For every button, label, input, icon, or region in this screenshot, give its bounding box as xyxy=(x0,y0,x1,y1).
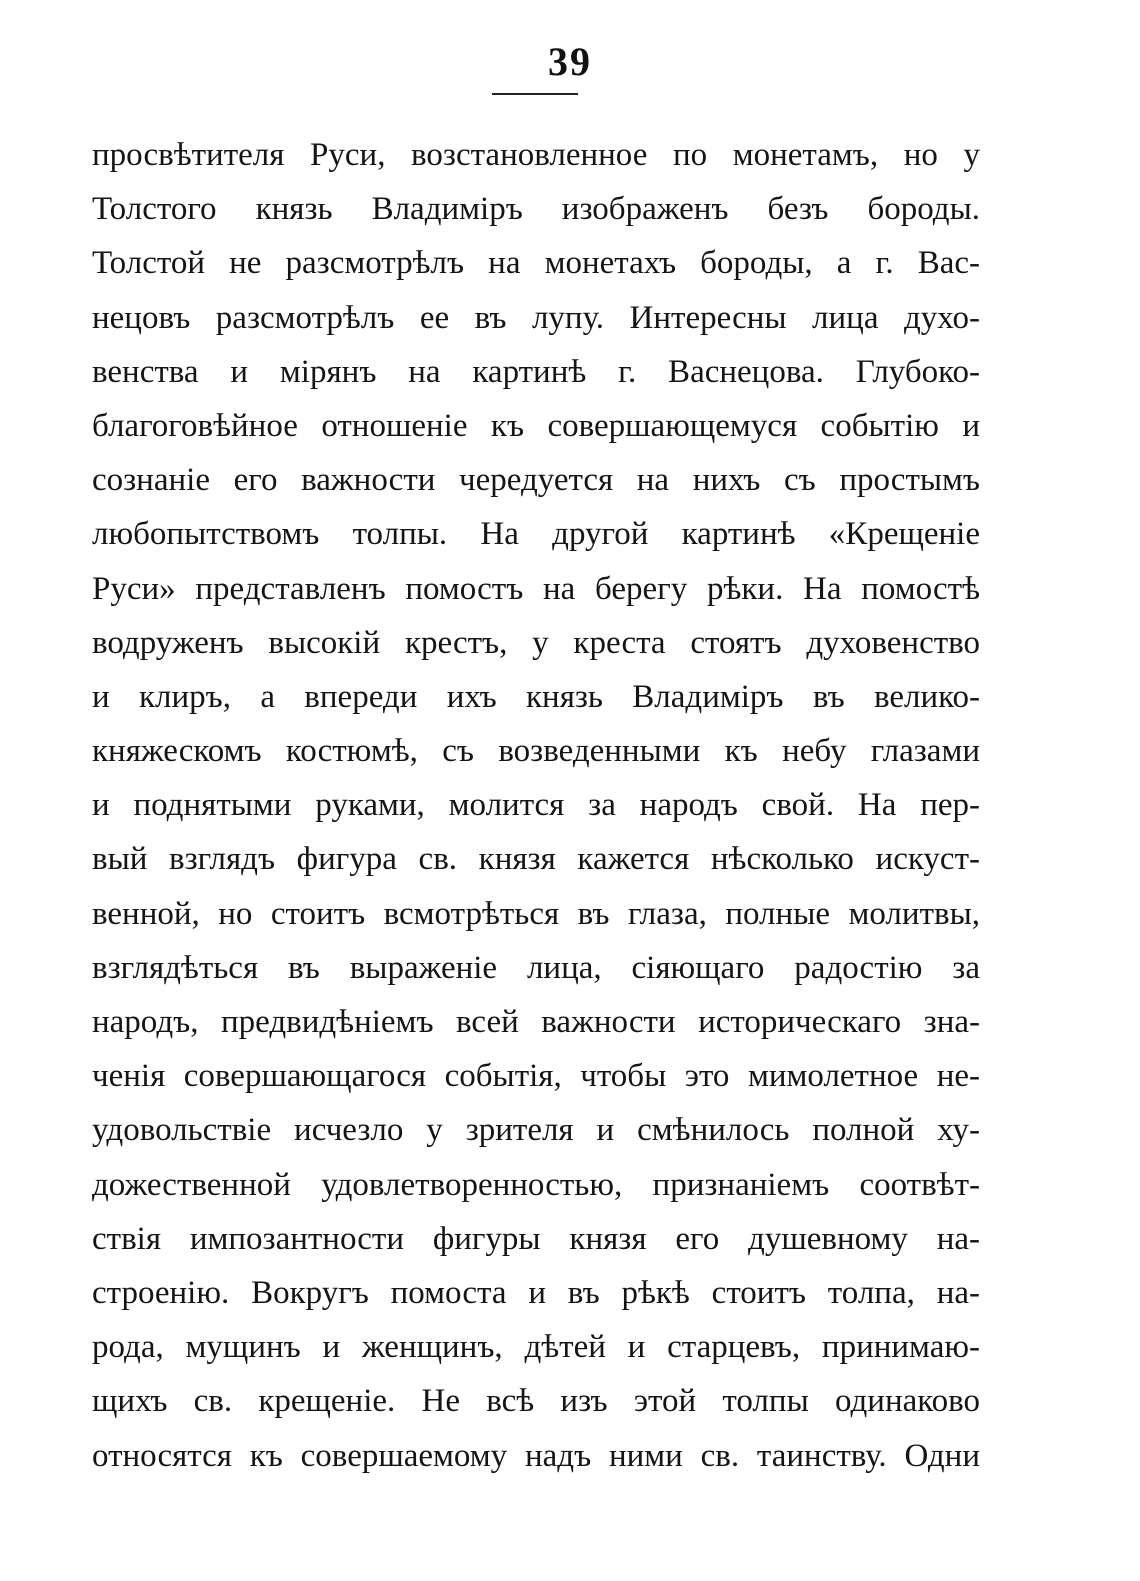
text-line: водруженъ высокій крестъ, у креста стоятъ духовенство xyxy=(92,624,980,661)
text-line: венства и мірянъ на картинѣ г. Васнецова. Глубоко- xyxy=(92,353,980,390)
page-number-rule xyxy=(492,93,578,95)
text-line: нецовъ разсмотрѣлъ ее въ лупу. Интересны лица духо- xyxy=(92,299,980,336)
text-line: венной, но стоитъ всмотрѣться въ глаза, полные молитвы, xyxy=(92,895,980,932)
text-line: благоговѣйное отношеніе къ совершающемуся событію и xyxy=(92,407,980,444)
body-text xyxy=(92,128,980,1483)
text-line: сознаніе его важности чередуется на нихъ съ простымъ xyxy=(92,462,980,499)
text-line: Толстой не разсмотрѣлъ на монетахъ бороды, а г. Вас- xyxy=(92,245,980,282)
text-line: взглядѣться въ выраженіе лица, сіяющаго радостію за xyxy=(92,949,980,986)
text-line: просвѣтителя Руси, возстановленное по монетамъ, но у xyxy=(92,137,980,173)
text-line: относятся къ совершаемому надъ ними св. таинству. Одни xyxy=(92,1437,980,1474)
text-line: щихъ св. крещеніе. Не всѣ изъ этой толпы одинаково xyxy=(92,1383,980,1420)
text-line: и клиръ, а впереди ихъ князь Владиміръ въ велико- xyxy=(92,678,980,715)
text-line: рода, мущинъ и женщинъ, дѣтей и старцевъ, принимаю- xyxy=(92,1329,980,1366)
text-line: дожественной удовлетворенностью, признаніемъ соотвѣт- xyxy=(92,1166,980,1203)
text-line: Руси» представленъ помостъ на берегу рѣки. На помостѣ xyxy=(92,570,980,607)
text-line: удовольствіе исчезло у зрителя и смѣнилось полной ху- xyxy=(92,1112,980,1149)
text-line: строенію. Вокругъ помоста и въ рѣкѣ стоитъ толпа, на- xyxy=(92,1274,980,1311)
text-line: и поднятыми руками, молится за народъ свой. На пер- xyxy=(92,787,980,824)
page-number: 39 xyxy=(548,39,592,84)
text-line: вый взглядъ фигура св. князя кажется нѣсколько искуст- xyxy=(92,841,980,878)
text-line: народъ, предвидѣніемъ всей важности историческаго зна- xyxy=(92,1004,980,1040)
text-line: княжескомъ костюмѣ, съ возведенными къ небу глазами xyxy=(92,733,980,770)
text-line: Толстого князь Владиміръ изображенъ безъ бороды. xyxy=(92,191,980,228)
text-line: любопытствомъ толпы. На другой картинѣ «Крещеніе xyxy=(92,516,980,553)
text-line: ченія совершающагося событія, чтобы это мимолетное не- xyxy=(92,1058,980,1095)
text-line: ствія импозантности фигуры князя его душевному на- xyxy=(92,1220,980,1257)
